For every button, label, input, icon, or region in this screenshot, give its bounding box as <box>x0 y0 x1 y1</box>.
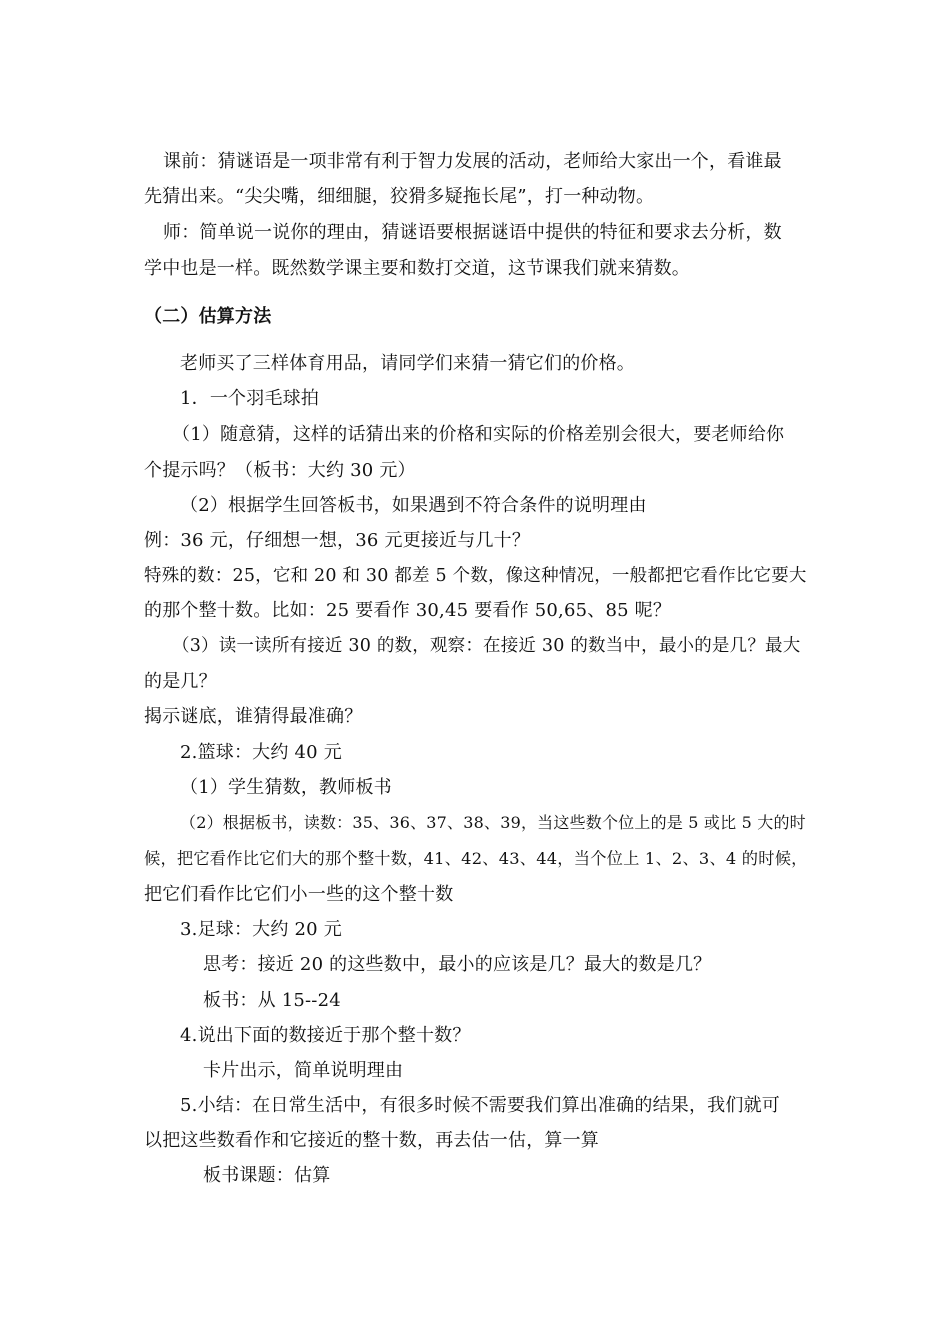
body-line-18: 思考：接近 20 的这些数中，最小的应该是几？最大的数是几？ <box>203 954 712 975</box>
body-line-17: 3.足球：大约 20 元 <box>180 919 342 940</box>
body-line-7: 特殊的数：25，它和 20 和 30 都差 5 个数，像这种情况，一般都把它看作比它要大 <box>144 566 807 586</box>
body-line-24: 板书课题：估算 <box>203 1165 331 1186</box>
body-line-23: 以把这些数看作和它接近的整十数，再去估一估，算一算 <box>144 1130 599 1151</box>
body-line-15: 候，把它看作比它们大的那个整十数，41、42、43、44，当个位上 1、2、3、4 的时候， <box>144 849 808 868</box>
body-line-20: 4.说出下面的数接近于那个整十数？ <box>180 1025 471 1046</box>
body-line-3: （1）随意猜，这样的话猜出来的价格和实际的价格差别会很大，要老师给你 <box>172 424 785 445</box>
body-line-5: （2）根据学生回答板书，如果遇到不符合条件的说明理由 <box>180 495 647 516</box>
intro-line-4: 学中也是一样。既然数学课主要和数打交道，这节课我们就来猜数。 <box>144 258 690 279</box>
body-line-9: （3）读一读所有接近 30 的数，观察：在接近 30 的数当中，最小的是几？最大 <box>172 636 801 656</box>
intro-line-2: 先猜出来。“尖尖嘴，细细腿，狡猾多疑拖长尾”，打一种动物。 <box>144 186 655 207</box>
body-line-1: 老师买了三样体育用品，请同学们来猜一猜它们的价格。 <box>180 353 635 374</box>
body-line-11: 揭示谜底，谁猜得最准确？ <box>144 706 363 727</box>
body-line-4: 个提示吗？（板书：大约 30 元） <box>144 460 416 481</box>
body-line-8: 的那个整十数。比如：25 要看作 30,45 要看作 50,65、85 呢？ <box>144 600 672 621</box>
body-line-12: 2.篮球：大约 40 元 <box>180 742 342 763</box>
intro-line-3: 师：简单说一说你的理由，猜谜语要根据谜语中提供的特征和要求去分析，数 <box>163 222 782 243</box>
body-line-10: 的是几？ <box>144 671 217 692</box>
body-line-2: 1．一个羽毛球拍 <box>180 388 320 409</box>
body-line-16: 把它们看作比它们小一些的这个整十数 <box>144 884 454 905</box>
body-line-19: 板书：从 15--24 <box>203 990 341 1011</box>
body-line-22: 5.小结：在日常生活中，有很多时候不需要我们算出准确的结果，我们就可 <box>180 1095 780 1116</box>
body-line-21: 卡片出示，简单说明理由 <box>203 1060 404 1081</box>
section-title: （二）估算方法 <box>144 306 272 327</box>
body-line-6: 例：36 元，仔细想一想，36 元更接近与几十？ <box>144 530 531 551</box>
intro-line-1: 课前：猜谜语是一项非常有利于智力发展的活动，老师给大家出一个，看谁最 <box>163 151 782 172</box>
body-line-13: （1）学生猜数，教师板书 <box>180 777 392 798</box>
body-line-14: （2）根据板书，读数：35、36、37、38、39，当这些数个位上的是 5 或比 5 大的时 <box>180 813 806 832</box>
